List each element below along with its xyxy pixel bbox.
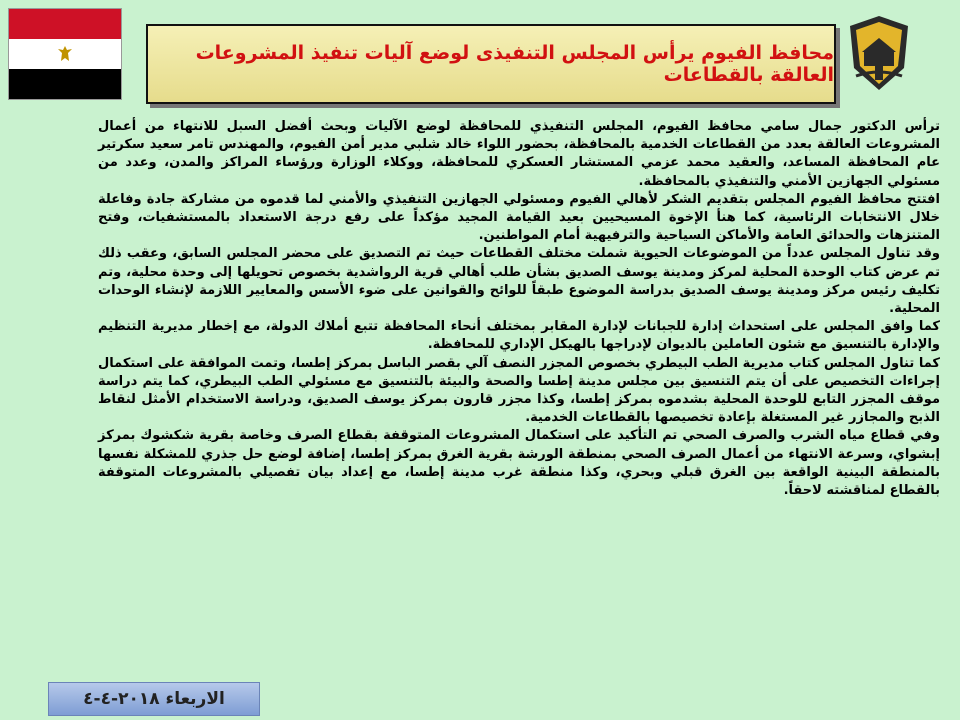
headline-banner (146, 24, 836, 104)
date-badge (48, 682, 260, 716)
flag-white-stripe (9, 39, 121, 69)
flag-black-stripe (9, 69, 121, 99)
article-paragraph: كما وافق المجلس على استحداث إدارة للجبانات لإدارة المقابر بمختلف أنحاء المحافظة تتبع أملاك الدولة، مع إخطار مديرية التنظيم والإدارة بالتنسيق مع شئون العاملين بالديوان لإدراجها بالهيكل الإداري للمحافظة. (98, 319, 940, 353)
egypt-flag-icon (8, 8, 122, 100)
fayoum-governorate-logo-icon (842, 12, 916, 94)
article-paragraph: وقد تناول المجلس عدداً من الموضوعات الحيوية شملت مختلف القطاعات حيث تم التصديق على محضر المجلس السابق، وعقب ذلك تم عرض كتاب الوحدة المحلية لمركز ومدينة يوسف الصديق بشأن طلب أهالي قرية الرواشدية بخصوص تحويلها إلى وحدة محلية، وتم تكليف رئيس مركز ومدينة يوسف الصديق بدراسة الموضوع طبقاً للوائح والقوانين على ضوء الأسس والمعايير اللازمة لإنشاء الوحدات المحلية. (98, 246, 940, 317)
article-paragraph: كما تناول المجلس كتاب مديرية الطب البيطري بخصوص المجزر النصف آلي بقصر الباسل بمركز إطسا، وتمت الموافقة على استكمال إجراءات التخصيص على أن يتم التنسيق بين مجلس مدينة إطسا والصحة والبيئة بالتنسيق مع مسئولي الطب البيطري، كما يتم دراسة موقف المجزر التابع للوحدة المحلية بشدموه بمركز إطسا، وكذا مجزر قارون بمركز يوسف الصديق، ودراسة الاستخدام الأمثل لنقاط الذبح والمجازر غير المستغلة بإعادة تخصيصها بالقطاعات الخدمية. (98, 355, 940, 426)
headline-title: محافظ الفيوم يرأس المجلس التنفيذى لوضع آليات تنفيذ المشروعات العالقة بالقطاعات (195, 42, 834, 86)
article-body (98, 118, 940, 658)
eagle-icon (54, 43, 76, 65)
article-paragraph: وفي قطاع مياه الشرب والصرف الصحي تم التأكيد على استكمال المشروعات المتوقفة بقطاع الصرف وخاصة بقرية شكشوك بمركز إبشواي، وسرعة الانتهاء من أعمال الصرف الصحي بمنطقة الورشة بقرية الغرق بمركز إطسا، إضافة لوضع حل جذري للمشكلة نفسها بالمنطقة البينية الواقعة بين الغرق قبلي وبحري، وكذا منطقة غرب مدينة إطسا، مع إعداد بيان تفصيلي بالمشروعات المتوقفة بالقطاع لمناقشته لاحقاً. (98, 428, 940, 499)
date-label: الاربعاء ٢٠١٨-٤-٤ (83, 689, 225, 709)
flag-red-stripe (9, 9, 121, 39)
article-paragraph: افتتح محافظ الفيوم المجلس بتقديم الشكر لأهالي الفيوم ومسئولي الجهازين التنفيذي والأمني لما قدموه من مشاركة جادة وفاعلة خلال الانتخابات الرئاسية، كما هنأ الإخوة المسيحيين بعيد القيامة المجيد مؤكداً على رفع درجة الاستعداد بالمستشفيات، وفتح المتنزهات والحدائق العامة والأماكن السياحية والترفيهية أمام المواطنين. (98, 191, 940, 244)
article-paragraph: ترأس الدكتور جمال سامي محافظ الفيوم، المجلس التنفيذي للمحافظة لوضع الآليات وبحث أفضل السبل للانتهاء من أعمال المشروعات العالقة بعدد من القطاعات الخدمية بالمحافظة، بحضور اللواء خالد شلبي مدير أمن الفيوم، والمهندس تامر سعيد سكرتير عام المحافظة المساعد، والعقيد محمد عزمي المستشار العسكري للمحافظة، ووكلاء الوزارة ورؤساء المراكز والمدن، وعدد من مسئولي الجهازين الأمني والتنفيذي بالمحافظة. (98, 119, 940, 189)
